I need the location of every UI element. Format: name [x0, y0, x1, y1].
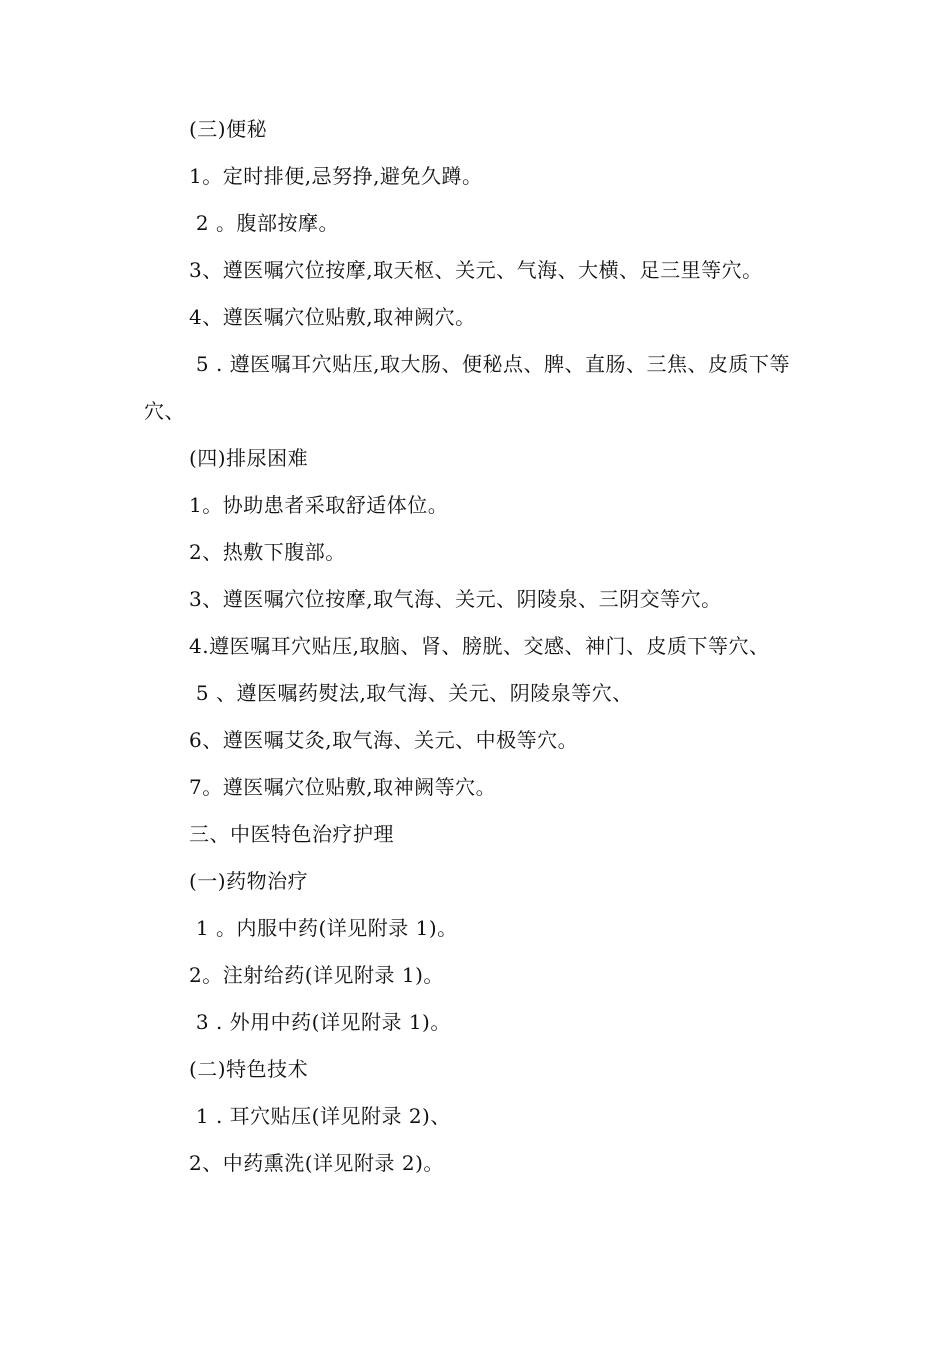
list-item: 4、遵医嘱穴位贴敷,取神阙穴。	[189, 305, 476, 329]
list-item: 6、遵医嘱艾灸,取气海、关元、中极等穴。	[189, 728, 579, 752]
section-heading-drug-therapy: (一)药物治疗	[189, 869, 309, 893]
list-item: 7。遵医嘱穴位贴敷,取神阙等穴。	[189, 775, 497, 799]
list-item: 3 . 外用中药(详见附录 1)。	[189, 1010, 451, 1034]
section-heading-special-techniques: (二)特色技术	[189, 1057, 309, 1081]
list-item: 2、热敷下腹部。	[189, 540, 346, 564]
document-body	[144, 106, 824, 1187]
list-item: 1 . 耳穴贴压(详见附录 2)、	[189, 1104, 451, 1128]
list-item: 2 。腹部按摩。	[189, 211, 339, 235]
list-item: 3、遵医嘱穴位按摩,取气海、关元、阴陵泉、三阴交等穴。	[189, 587, 722, 611]
list-item: 5 、遵医嘱药熨法,取气海、关元、阴陵泉等穴、	[189, 681, 633, 705]
list-item: 2、中药熏洗(详见附录 2)。	[189, 1151, 444, 1175]
chapter-heading-tcm-treatment-nursing: 三、中医特色治疗护理	[189, 822, 394, 846]
list-item: 3、遵医嘱穴位按摩,取天枢、关元、气海、大横、足三里等穴。	[189, 258, 763, 282]
section-heading-urination-difficulty: (四)排尿困难	[189, 446, 309, 470]
list-item: 1 。内服中药(详见附录 1)。	[189, 916, 458, 940]
list-item: 2。注射给药(详见附录 1)。	[189, 963, 444, 987]
list-item: 5 . 遵医嘱耳穴贴压,取大肠、便秘点、脾、直肠、三焦、皮质下等穴、	[144, 352, 791, 423]
list-item: 1。定时排便,忌努挣,避免久蹲。	[189, 164, 483, 188]
section-heading-constipation: (三)便秘	[189, 117, 268, 141]
list-item: 4.遵医嘱耳穴贴压,取脑、肾、膀胱、交感、神门、皮质下等穴、	[189, 634, 770, 658]
list-item: 1。协助患者采取舒适体位。	[189, 493, 449, 517]
